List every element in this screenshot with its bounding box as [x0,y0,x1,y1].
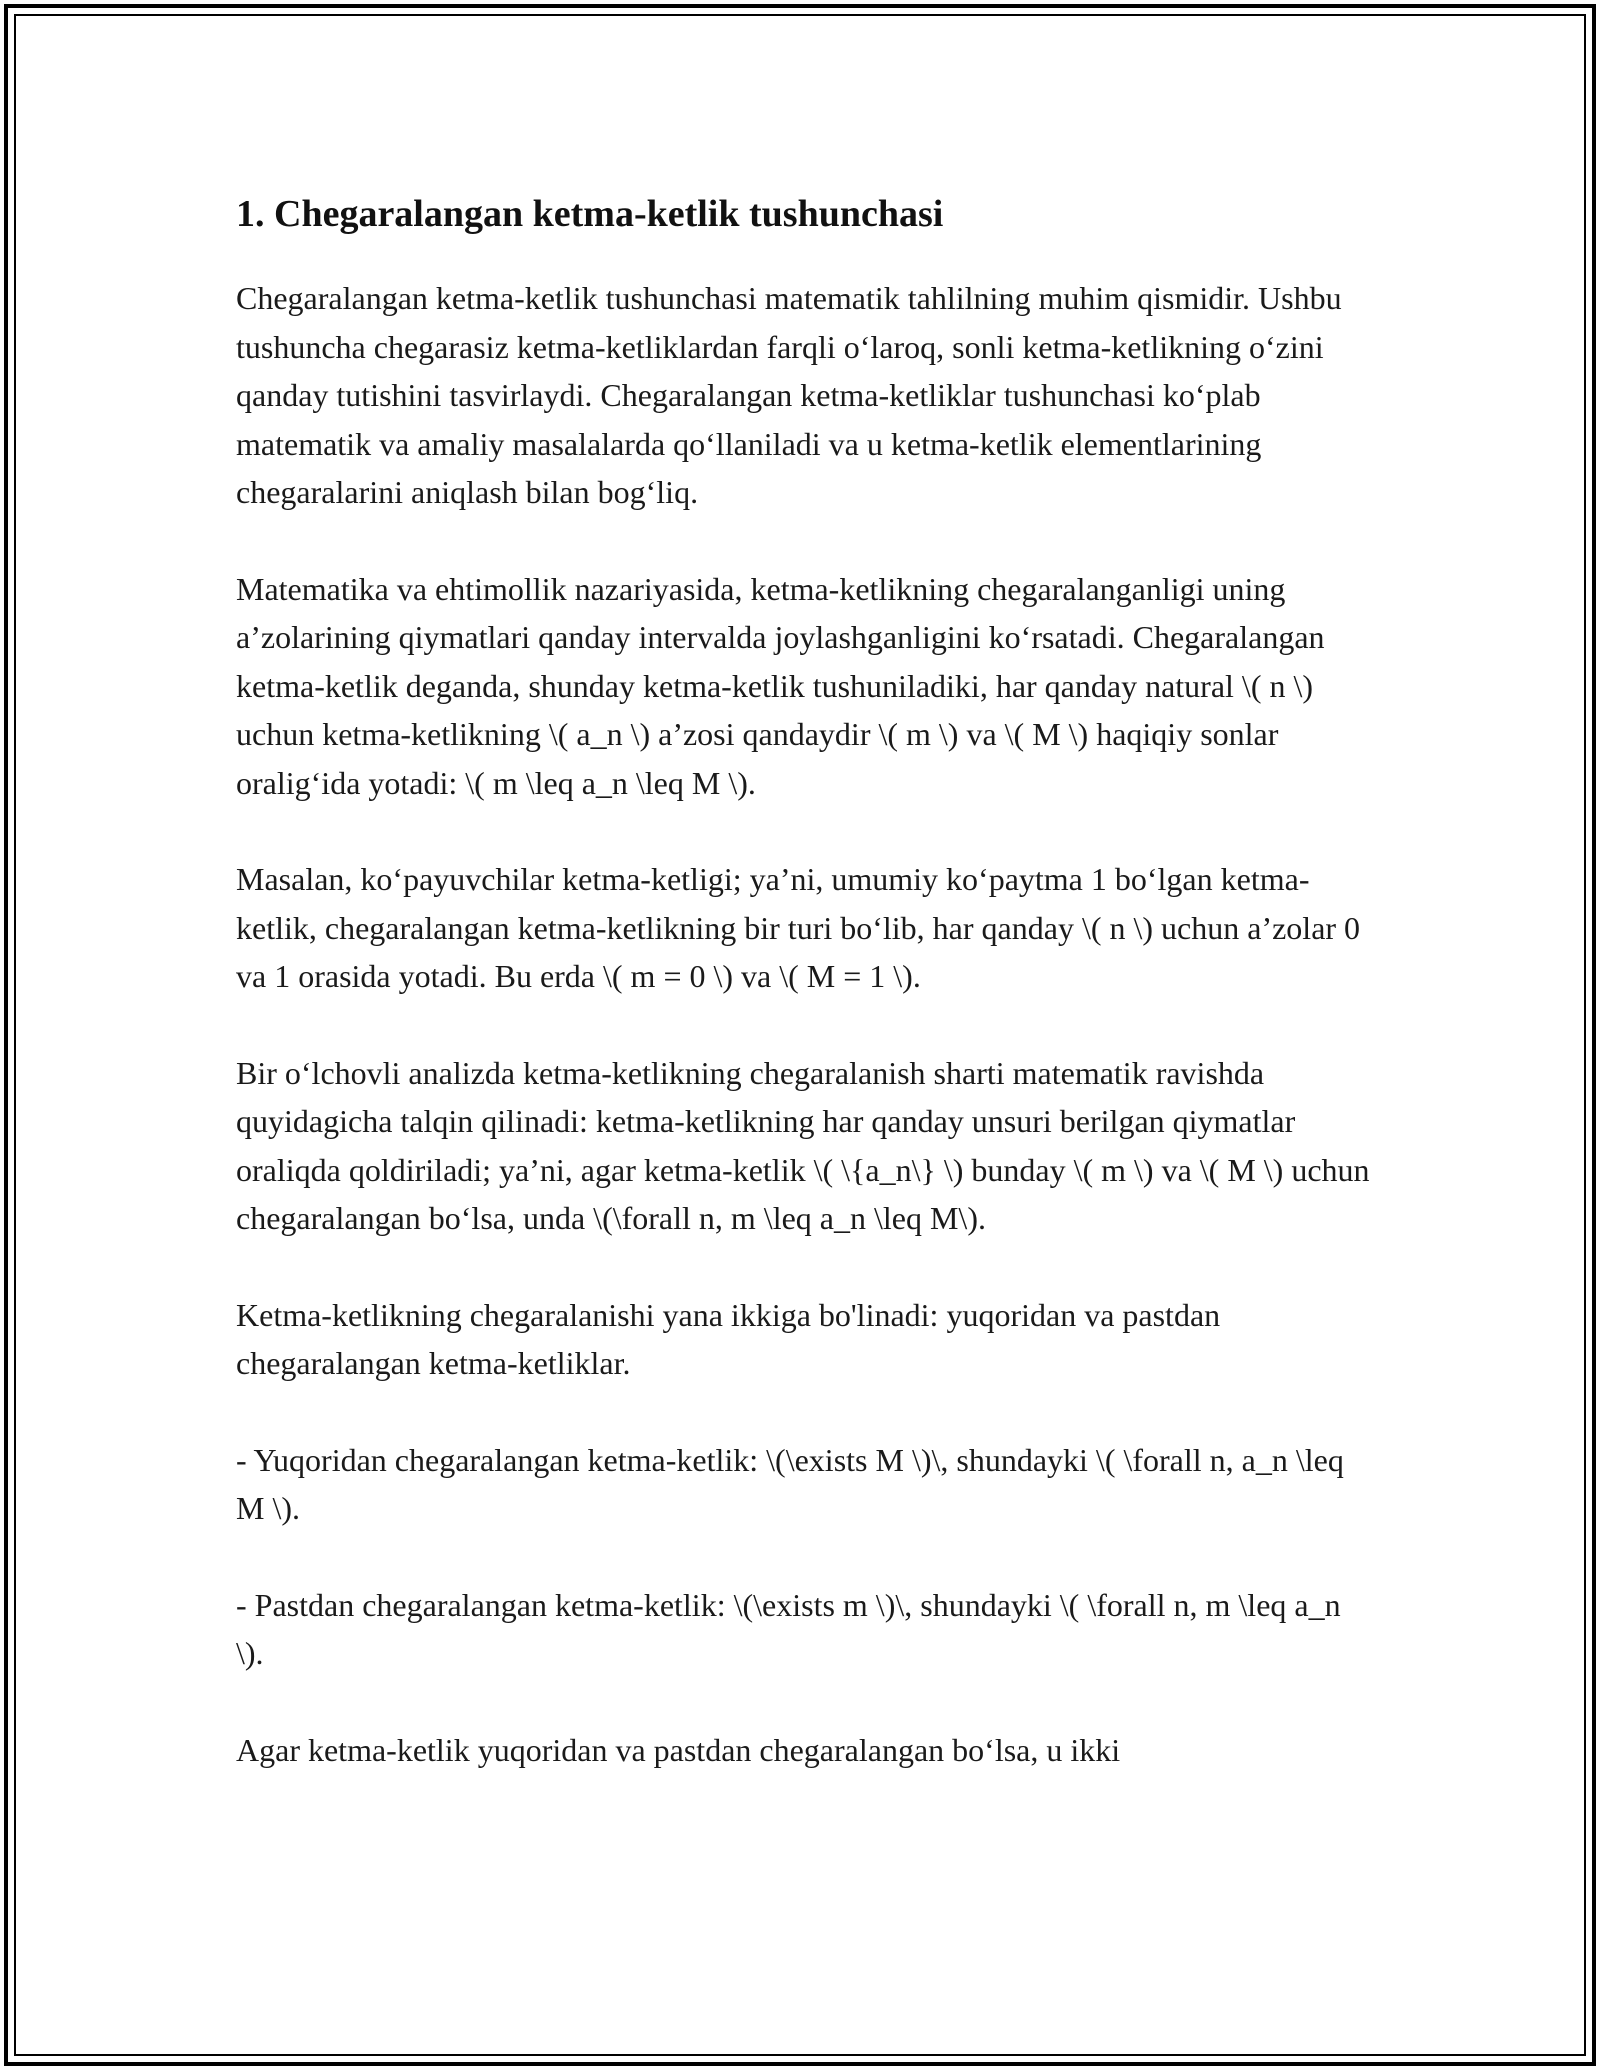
paragraph-conclusion: Agar ketma-ketlik yuqoridan va pastdan chegaralangan bo‘lsa, u ikki [236,1731,1121,1768]
list-item-lower-bounded: - Pastdan chegaralangan ketma-ketlik: \(\exists m \)\, shundayki \( \forall n, m \leq a_n \). [236,1586,1341,1671]
paragraph-example: Masalan, ko‘payuvchilar ketma-ketligi; ya’ni, umumiy ko‘paytma 1 bo‘lgan ketma-ketlik, chegaralangan ketma-ketlikning bir turi bo‘lib, har qanday \( n \) uchun a’zolar 0 va 1 orasida yotadi. Bu erda \( m = 0 \) va \( M = 1 \). [236,861,1361,994]
section-heading: 1. Chegaralangan ketma-ketlik tushunchasi [236,193,944,235]
list-item-upper-bounded: - Yuqoridan chegaralangan ketma-ketlik: \(\exists M \)\, shundayki \( \forall n, a_n \leq M \). [236,1441,1344,1526]
paragraph-definition: Matematika va ehtimollik nazariyasida, ketma-ketlikning chegaralanganligi uning a’zolarining qiymatlari qanday intervalda joylashganligini ko‘rsatadi. Chegaralangan ketma-ketlik deganda, shunday ketma-ketlik tushuniladiki, har qanday natural \( n \) uchun ketma-ketlikning \( a_n \) a’zosi qandaydir \( m \) va \( M \) haqiqiy sonlar oralig‘ida yotadi: \( m \leq a_n \leq M \). [236,570,1325,801]
paragraph-one-dimensional: Bir o‘lchovli analizda ketma-ketlikning chegaralanish sharti matematik ravishda quyidagicha talqin qilinadi: ketma-ketlikning har qanday unsuri berilgan qiymatlar oraliqda qoldiriladi; ya’ni, agar ketma-ketlik \( \{a_n\} \) bunday \( m \) va \( M \) uchun chegaralangan bo‘lsa, unda \(\forall n, m \leq a_n \leq M\). [236,1054,1370,1236]
paragraph-division: Ketma-ketlikning chegaralanishi yana ikkiga bo'linadi: yuqoridan va pastdan chegaralangan ketma-ketliklar. [236,1296,1221,1381]
document-body [236,186,1376,1774]
paragraph-intro: Chegaralangan ketma-ketlik tushunchasi matematik tahlilning muhim qismidir. Ushbu tushuncha chegarasiz ketma-ketliklardan farqli o‘laroq, sonli ketma-ketlikning o‘zini qanday tutishini tasvirlaydi. Chegaralangan ketma-ketliklar tushunchasi ko‘plab matematik va amaliy masalalarda qo‘llaniladi va u ketma-ketlik elementlarining chegaralarini aniqlash bilan bog‘liq. [236,280,1342,510]
